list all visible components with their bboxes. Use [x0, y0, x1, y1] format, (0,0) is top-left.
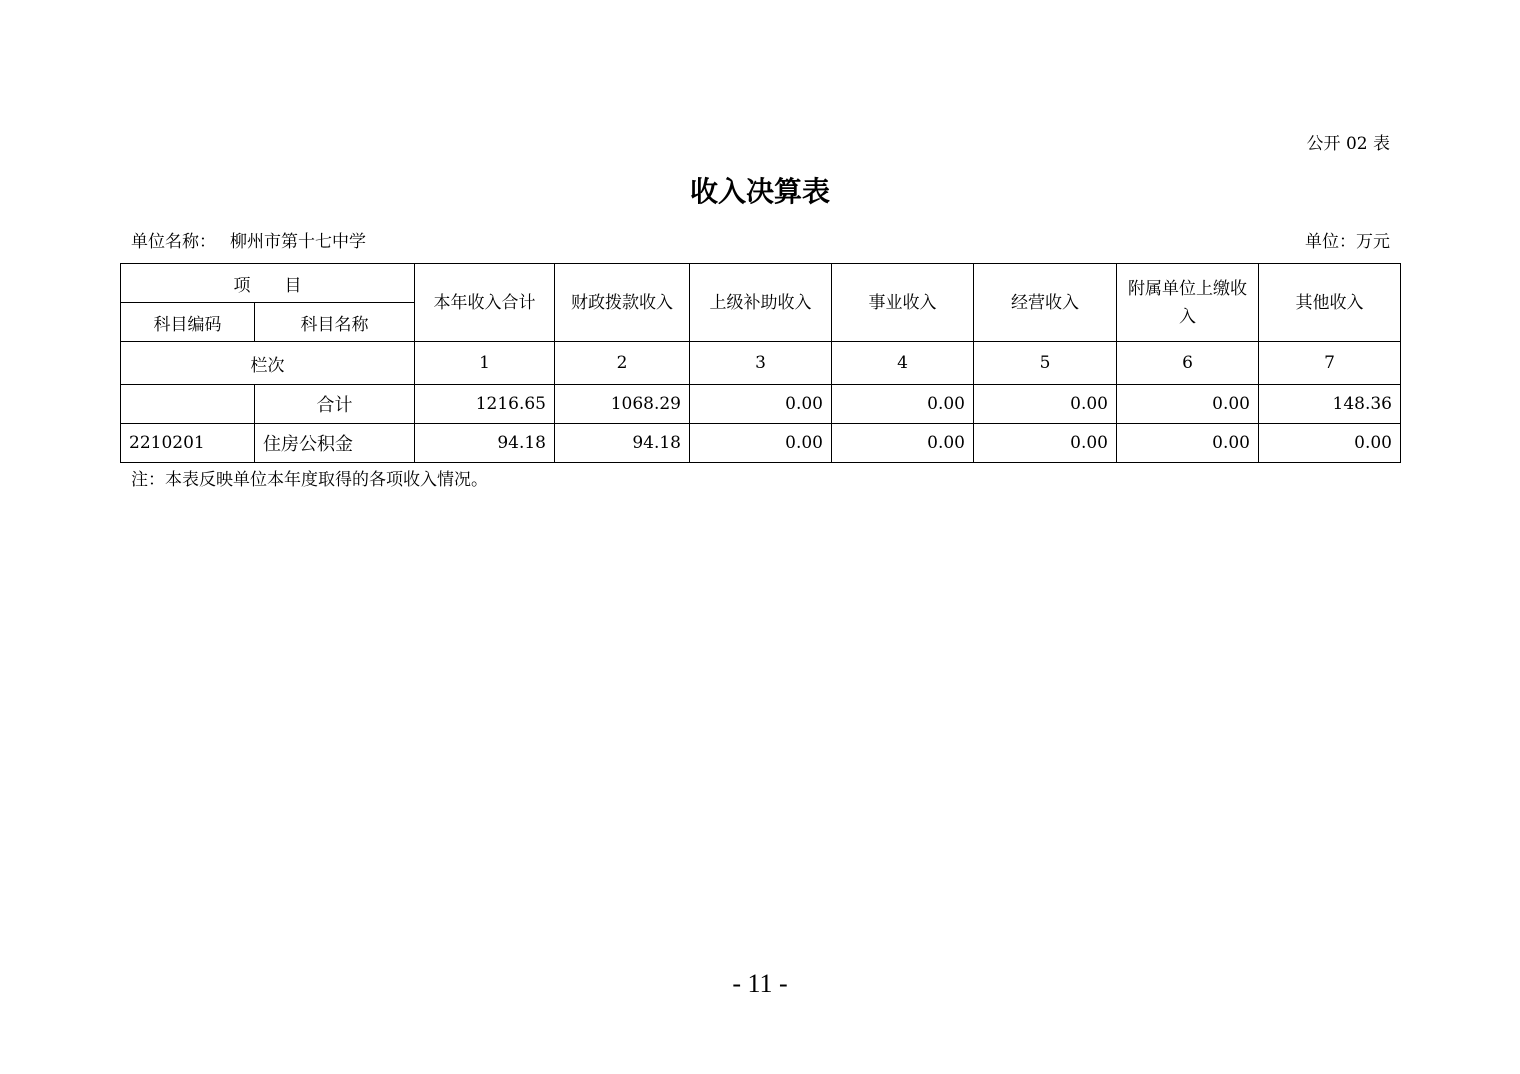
value-cell: 0.00	[974, 424, 1117, 463]
subject-name-cell: 合计	[255, 385, 415, 424]
column-number-row	[121, 342, 1401, 385]
column-header-superior-subsidy: 上级补助收入	[690, 264, 832, 342]
value-cell: 0.00	[1117, 424, 1259, 463]
page-number: - 11 -	[732, 969, 788, 998]
column-header-business: 事业收入	[832, 264, 974, 342]
value-cell: 0.00	[974, 385, 1117, 424]
column-header-other: 其他收入	[1259, 264, 1401, 342]
unit-name-block	[131, 230, 366, 254]
value-cell: 0.00	[832, 424, 974, 463]
column-number: 1	[415, 342, 555, 385]
column-header-total: 本年收入合计	[415, 264, 555, 342]
column-number: 3	[690, 342, 832, 385]
code-header-cell: 科目编码	[121, 303, 255, 342]
table-row-total	[121, 385, 1401, 424]
page-title: 收入决算表	[689, 175, 830, 208]
header-row-1	[121, 264, 1401, 303]
subject-code-cell: 2210201	[121, 424, 255, 463]
value-cell: 0.00	[832, 385, 974, 424]
income-table	[120, 263, 1401, 463]
value-cell: 94.18	[555, 424, 690, 463]
column-row-label: 栏次	[121, 342, 415, 385]
value-cell: 0.00	[690, 385, 832, 424]
name-header-cell: 科目名称	[255, 303, 415, 342]
column-header-operating: 经营收入	[974, 264, 1117, 342]
value-cell: 0.00	[1259, 424, 1401, 463]
column-number: 2	[555, 342, 690, 385]
currency-unit: 单位：万元	[1305, 232, 1390, 252]
value-cell: 148.36	[1259, 385, 1401, 424]
column-number: 5	[974, 342, 1117, 385]
unit-name-value: 柳州市第十七中学	[230, 232, 366, 252]
value-cell: 0.00	[690, 424, 832, 463]
column-header-affiliated: 附属单位上缴收入	[1117, 264, 1259, 342]
column-number: 4	[832, 342, 974, 385]
table-row	[121, 424, 1401, 463]
value-cell: 1068.29	[555, 385, 690, 424]
subject-name-cell: 住房公积金	[255, 424, 415, 463]
column-number: 6	[1117, 342, 1259, 385]
group-header-cell: 项 目	[121, 264, 415, 303]
table-note: 注：本表反映单位本年度取得的各项收入情况。	[131, 470, 488, 490]
unit-info-row	[131, 230, 1390, 254]
column-header-fiscal: 财政拨款收入	[555, 264, 690, 342]
subject-code-cell	[121, 385, 255, 424]
value-cell: 94.18	[415, 424, 555, 463]
column-number: 7	[1259, 342, 1401, 385]
value-cell: 0.00	[1117, 385, 1259, 424]
form-number: 公开 02 表	[1306, 134, 1390, 154]
unit-name-label: 单位名称：	[131, 232, 216, 252]
value-cell: 1216.65	[415, 385, 555, 424]
